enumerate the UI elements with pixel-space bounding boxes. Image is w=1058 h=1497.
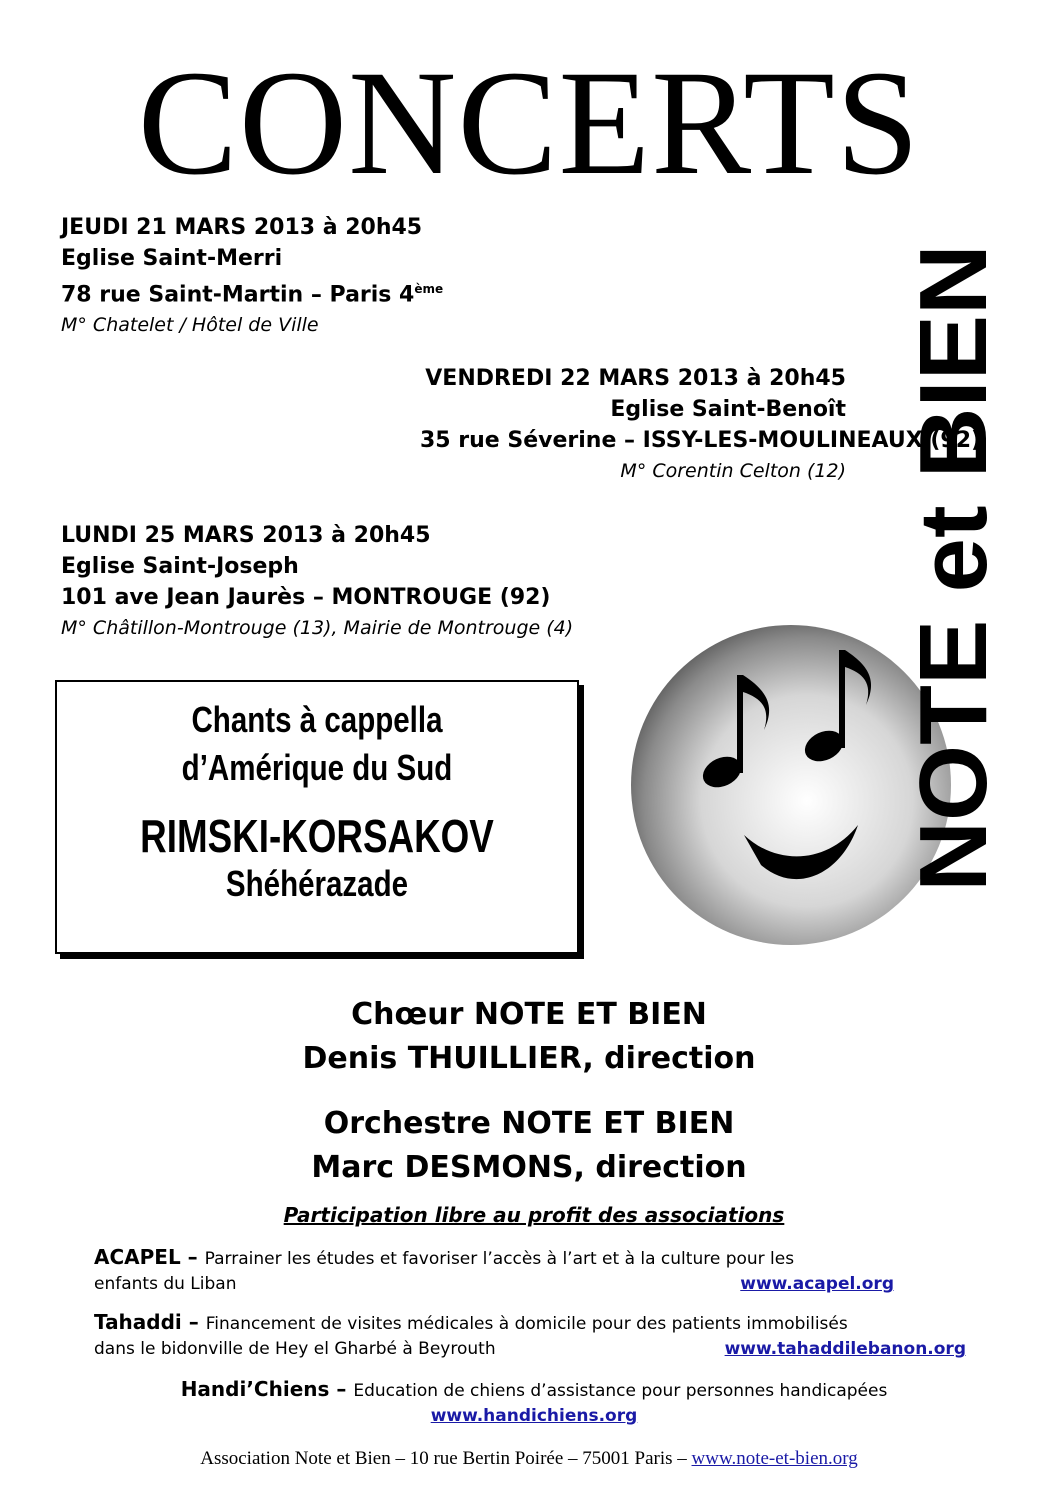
note-et-bien-vertical-logo: NOTE et BIEN: [900, 244, 1007, 892]
association-description: Parrainer les études et favoriser l’accès à l’art et à la culture pour les: [204, 1249, 795, 1269]
event-venue: Eglise Saint-Benoît: [610, 397, 846, 422]
handichiens-link[interactable]: www.handichiens.org: [430, 1406, 638, 1426]
website-link[interactable]: www.note-et-bien.org: [691, 1448, 858, 1469]
association-tahaddi: Tahaddi – Financement de visites médicales à domicile pour des patients immobilisés dans le bidonville de Hey el Gharbé à Beyrouth www.tahaddilebanon.org: [94, 1310, 974, 1362]
association-name: ACAPEL: [94, 1245, 181, 1269]
association-name: Handi’Chiens: [180, 1377, 330, 1401]
association-description-cont: enfants du Liban: [94, 1274, 237, 1294]
event-metro: M° Corentin Celton (12): [620, 460, 846, 482]
acapel-link[interactable]: www.acapel.org: [740, 1274, 894, 1294]
footer: [0, 1448, 1058, 1470]
event-address: 78 rue Saint-Martin – Paris 4ème: [61, 282, 444, 308]
association-name: Tahaddi: [94, 1310, 182, 1334]
program-composer: RIMSKI-KORSAKOV: [140, 810, 494, 862]
association-description: Financement de visites médicales à domicile pour des patients immobilisés: [205, 1314, 848, 1334]
event-date: JEUDI 21 MARS 2013 à 20h45: [61, 215, 423, 240]
choir-credits: [0, 993, 1058, 1081]
concert-event-2: [420, 363, 982, 487]
orchestra-director: Marc DESMONS, direction: [311, 1150, 747, 1185]
choir-director: Denis THUILLIER, direction: [302, 1041, 756, 1076]
orchestra-name: Orchestre NOTE ET BIEN: [323, 1106, 735, 1141]
concert-event-3: [61, 520, 573, 644]
tahaddi-link[interactable]: www.tahaddilebanon.org: [724, 1339, 966, 1359]
program-work: Shéhérazade: [225, 863, 409, 904]
participation-heading: Participation libre au profit des associations: [283, 1203, 785, 1227]
choir-name: Chœur NOTE ET BIEN: [351, 997, 707, 1032]
association-acapel: ACAPEL – Parrainer les études et favoriser l’accès à l’art et à la culture pour les enfants du Liban www.acapel.org: [94, 1245, 914, 1297]
orchestra-credits: [0, 1102, 1058, 1190]
event-metro: M° Chatelet / Hôtel de Ville: [61, 314, 319, 337]
event-date: LUNDI 25 MARS 2013 à 20h45: [61, 523, 431, 548]
program-line-2: d’Amérique du Sud: [181, 747, 453, 788]
event-date: VENDREDI 22 MARS 2013 à 20h45: [425, 366, 846, 391]
program-line-1: Chants à cappella: [191, 699, 443, 740]
concert-event-1: [61, 212, 443, 341]
event-venue: Eglise Saint-Merri: [61, 246, 283, 271]
event-venue: Eglise Saint-Joseph: [61, 554, 299, 579]
footer-address: Association Note et Bien – 10 rue Bertin Poirée – 75001 Paris –: [200, 1448, 692, 1469]
event-metro: M° Châtillon-Montrouge (13), Mairie de Montrouge (4): [61, 617, 574, 639]
event-address: 101 ave Jean Jaurès – MONTROUGE (92): [61, 585, 551, 610]
poster-title: CONCERTS: [137, 40, 921, 206]
association-description: Education de chiens d’assistance pour personnes handicapées: [353, 1381, 888, 1401]
event-address: 35 rue Séverine – ISSY-LES-MOULINEAUX (92): [420, 428, 982, 453]
association-handichiens: Handi’Chiens – Education de chiens d’assistance pour personnes handicapées www.handichiens.org: [180, 1377, 888, 1426]
association-description-cont: dans le bidonville de Hey el Gharbé à Beyrouth: [94, 1339, 496, 1359]
program-box: [55, 680, 579, 954]
